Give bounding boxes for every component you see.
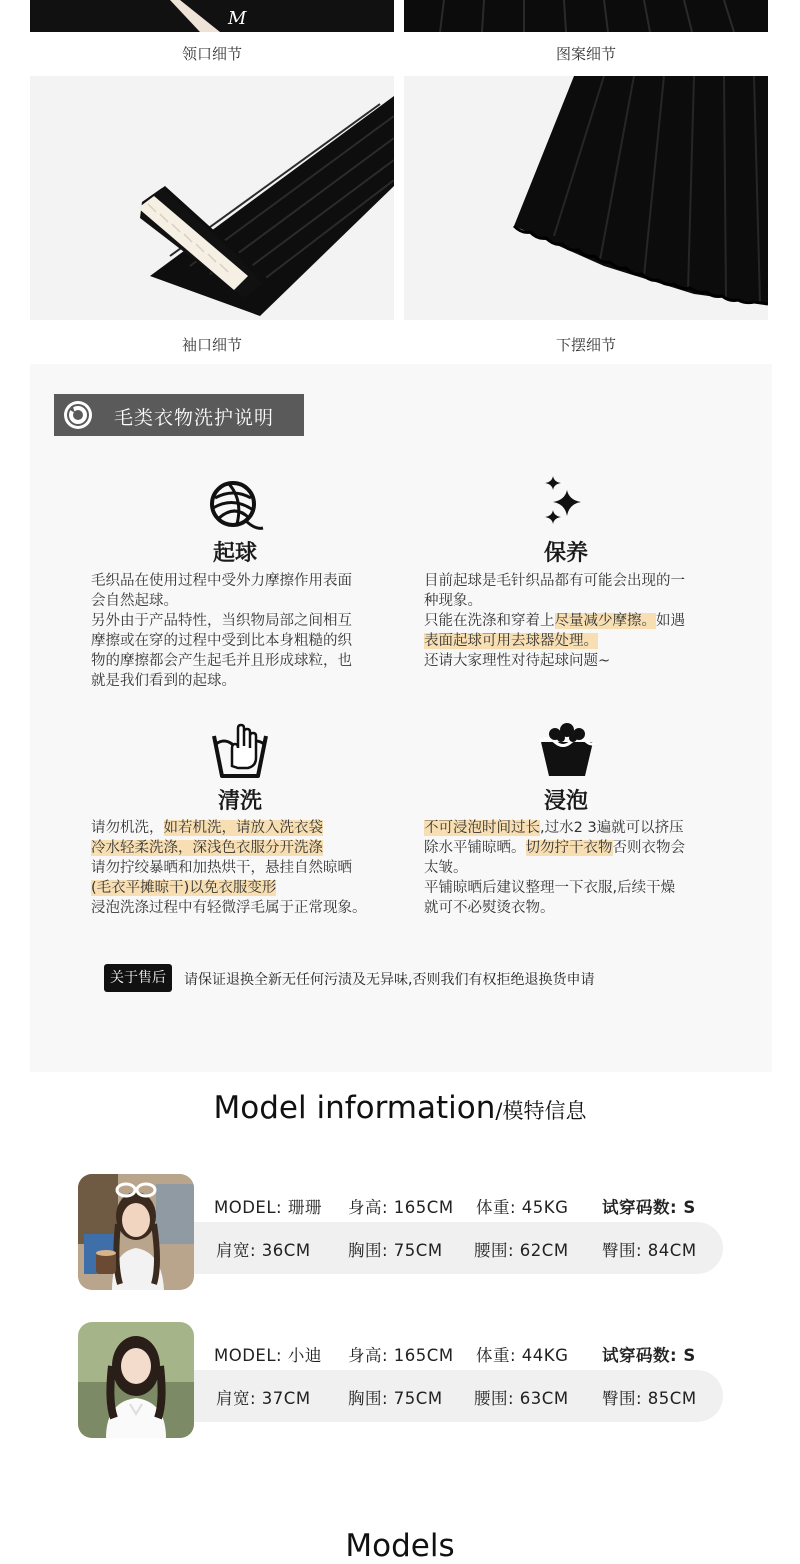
washing-line: 请勿拧绞暴晒和加热烘干，悬挂自然晾晒 (91, 860, 352, 876)
model-card (78, 1322, 723, 1440)
washing-line (91, 878, 367, 898)
maintenance-line: 目前起球是毛针织品都有可能会出现的一 (424, 573, 685, 589)
maintenance-line (424, 631, 685, 651)
model-bust: 胸围: 75CM (348, 1241, 443, 1260)
hand-wash-icon (210, 722, 270, 782)
maintenance-text-part: 如遇 (656, 613, 685, 629)
washing-highlight: (毛衣平摊晾干)以免衣服变形 (91, 880, 277, 896)
cuff-detail-caption: 袖口细节 (181, 336, 242, 354)
model-shoulder: 肩宽: 36CM (216, 1241, 311, 1260)
hem-detail-caption: 下摆细节 (555, 336, 616, 354)
washing-highlight: 如若机洗，请放入洗衣袋 (163, 820, 323, 836)
model-bust: 胸围: 75CM (348, 1389, 443, 1408)
hem-detail-photo (404, 76, 768, 320)
washing-text (91, 818, 367, 918)
washing-highlight: 冷水轻柔洗涤，深浅色衣服分开洗涤 (91, 840, 323, 856)
collar-detail-photo (30, 0, 394, 32)
soaking-highlight: 不可浸泡时间过长 (424, 820, 540, 836)
model-info-title-cn: /模特信息 (495, 1099, 587, 1123)
washing-line: 浸泡洗涤过程中有轻微浮毛属于正常现象。 (91, 900, 367, 916)
model-name: MODEL: 珊珊 (214, 1198, 322, 1217)
model-hip: 臀围: 85CM (602, 1389, 697, 1408)
pattern-detail-caption: 图案细节 (555, 45, 616, 63)
model-waist: 腰围: 63CM (474, 1389, 569, 1408)
soaking-text (424, 818, 685, 918)
pilling-line: 就是我们看到的起球。 (91, 673, 236, 689)
pilling-title: 起球 (212, 541, 257, 566)
model-avatar (78, 1322, 194, 1438)
care-header-title: 毛类衣物洗护说明 (114, 407, 275, 429)
collar-detail-caption: 领口细节 (181, 45, 242, 63)
washing-line (91, 838, 367, 858)
model-avatar (78, 1174, 194, 1290)
pilling-text (91, 571, 352, 691)
soaking-highlight: 切勿拧干衣物 (525, 840, 613, 856)
model-shoulder: 肩宽: 37CM (216, 1389, 311, 1408)
soak-tub-icon (537, 722, 597, 782)
sparkle-icon (537, 472, 597, 532)
model-weight: 体重: 44KG (476, 1346, 569, 1365)
model-info-title (0, 1090, 800, 1126)
soaking-text-part: ,过水2 3遍就可以挤压 (540, 820, 684, 836)
pilling-line: 物的摩擦都会产生起毛并且形成球粒，也 (91, 653, 352, 669)
maintenance-text-part: 只能在洗涤和穿着上 (424, 613, 555, 629)
maintenance-highlight: 尽量减少摩擦。 (554, 613, 656, 629)
maintenance-title: 保养 (543, 541, 588, 566)
pilling-line: 会自然起球。 (91, 593, 178, 609)
soaking-title: 浸泡 (543, 789, 588, 814)
model-height: 身高: 165CM (348, 1198, 454, 1217)
washing-text-part: 请勿机洗， (91, 820, 164, 836)
model-hip: 臀围: 84CM (602, 1241, 697, 1260)
wool-care-panel (30, 364, 772, 1072)
pilling-line: 毛织品在使用过程中受外力摩擦作用表面 (91, 573, 352, 589)
soaking-line (424, 818, 685, 838)
pilling-line: 摩擦或在穿的过程中受到比本身粗糙的织 (91, 633, 352, 649)
soaking-line (424, 838, 685, 858)
pilling-line: 另外由于产品特性，当织物局部之间相互 (91, 613, 352, 629)
model-card (78, 1174, 723, 1292)
model-name: MODEL: 小迪 (214, 1346, 322, 1365)
brand-logo-icon (63, 400, 93, 430)
yarn-ball-icon (205, 476, 265, 536)
soaking-line: 就可不必熨烫衣物。 (424, 900, 555, 916)
model-waist: 腰围: 62CM (474, 1241, 569, 1260)
pattern-detail-photo (404, 0, 768, 32)
care-header-bar (54, 394, 304, 436)
models-section-title: Models (345, 1528, 455, 1564)
soaking-line: 太皱。 (424, 860, 468, 876)
model-weight: 体重: 45KG (476, 1198, 569, 1217)
washing-line (91, 818, 367, 838)
soaking-text-part: 除水平铺晾晒。 (424, 840, 526, 856)
maintenance-line (424, 611, 685, 631)
model-info-title-en: Model information (213, 1090, 496, 1126)
maintenance-line: 还请大家理性对待起球问题~ (424, 653, 611, 669)
svg-text:M: M (228, 8, 247, 29)
model-try-size: 试穿码数: S (602, 1346, 696, 1365)
soaking-line: 平铺晾晒后建议整理一下衣服,后续干燥 (424, 880, 676, 896)
maintenance-text (424, 571, 685, 671)
maintenance-line: 种现象。 (424, 593, 482, 609)
after-sale-badge: 关于售后 (104, 964, 172, 992)
model-try-size: 试穿码数: S (602, 1198, 696, 1217)
maintenance-highlight: 表面起球可用去球器处理。 (424, 633, 598, 649)
after-sale-text: 请保证退换全新无任何污渍及无异味,否则我们有权拒绝退换货申请 (184, 972, 595, 988)
cuff-detail-photo (30, 76, 394, 320)
model-height: 身高: 165CM (348, 1346, 454, 1365)
washing-title: 清洗 (217, 789, 262, 814)
soaking-text-part: 否则衣物会 (612, 840, 685, 856)
